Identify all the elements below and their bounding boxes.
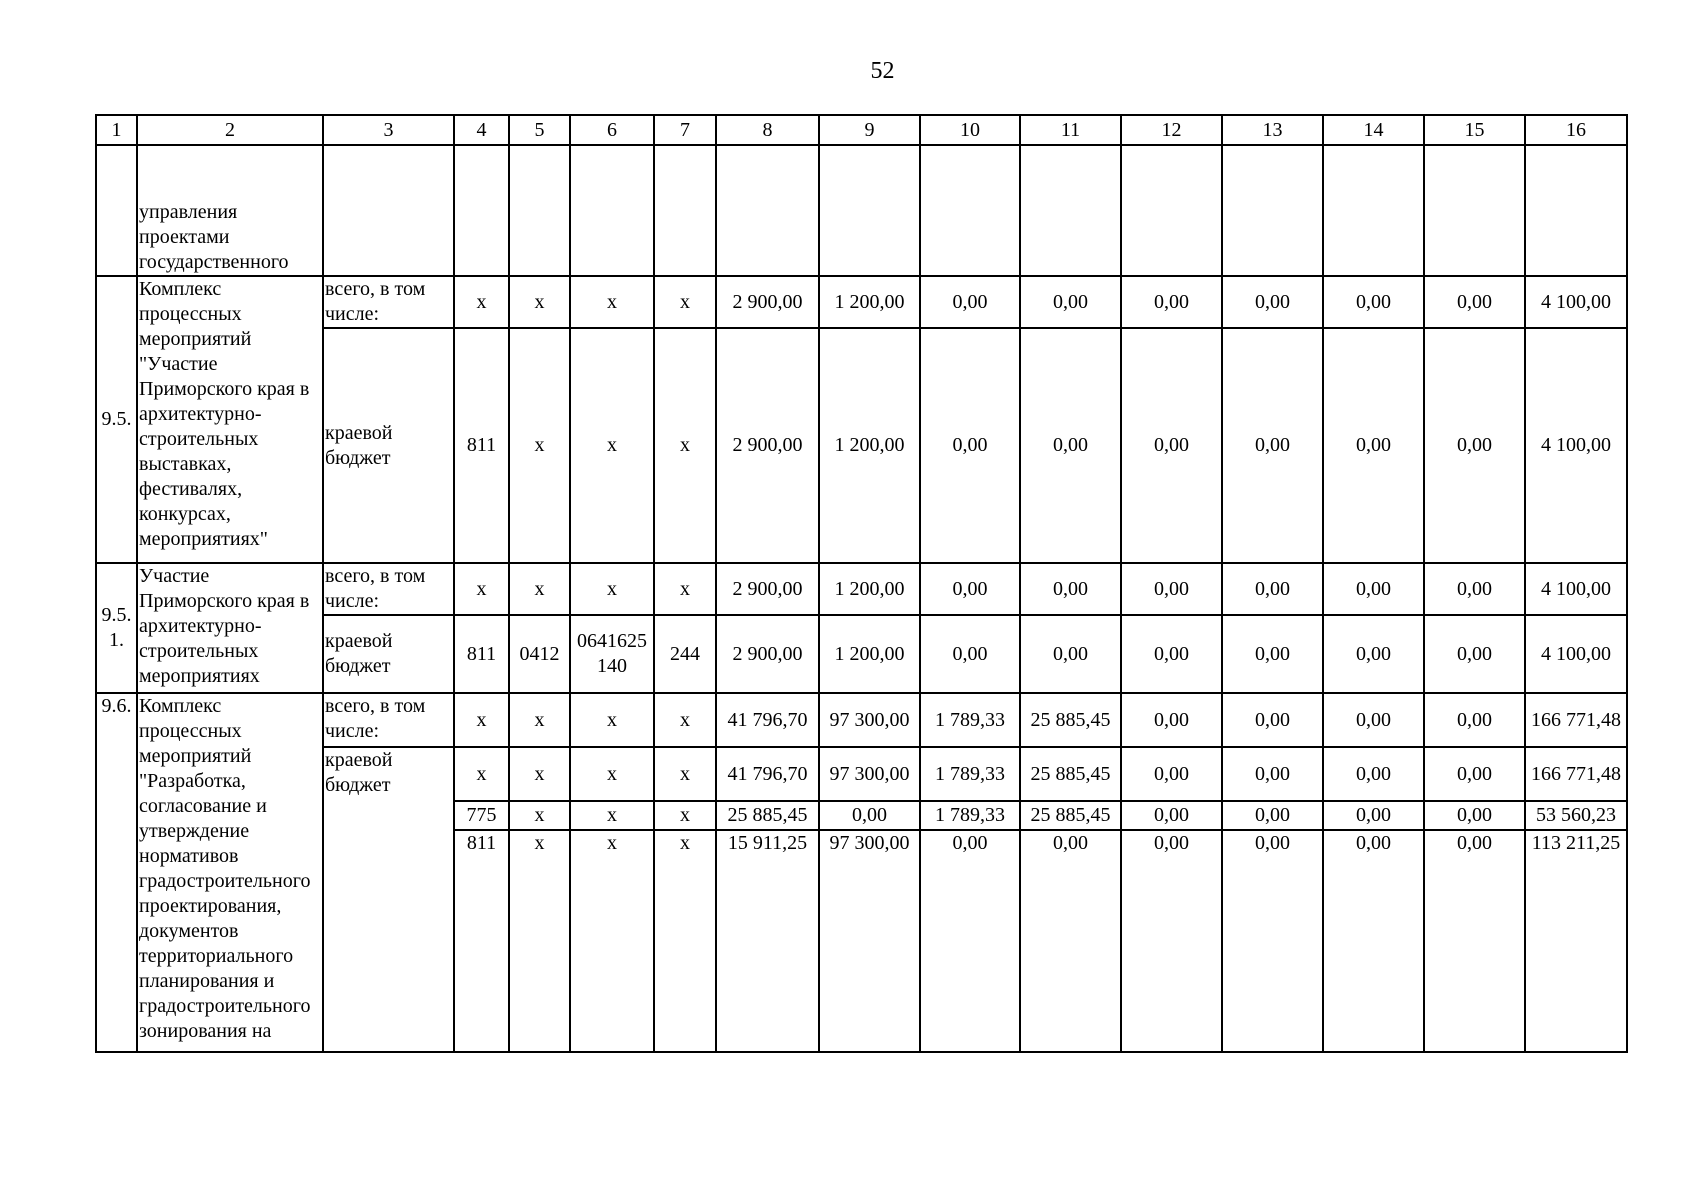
header-cell: 11 bbox=[1020, 115, 1121, 145]
row-9-6-regional bbox=[96, 747, 1627, 801]
row-number: 9.5. bbox=[96, 276, 137, 563]
row-number: 9.5. 1. bbox=[96, 563, 137, 693]
cell-c15: 0,00 bbox=[1424, 747, 1525, 801]
funding-source: краевой бюджет bbox=[323, 615, 454, 693]
cell-c10: 0,00 bbox=[920, 276, 1020, 328]
cell-c6: х bbox=[570, 563, 654, 615]
cell-c10: 0,00 bbox=[920, 830, 1020, 1052]
cell-c13: 0,00 bbox=[1222, 328, 1323, 563]
row-9-5-regional bbox=[96, 328, 1627, 563]
cell-c12: 0,00 bbox=[1121, 563, 1222, 615]
budget-table bbox=[95, 114, 1628, 1053]
cell-c8: 2 900,00 bbox=[716, 276, 819, 328]
cell-c5: 0412 bbox=[509, 615, 570, 693]
continuation-row bbox=[96, 145, 1627, 276]
cell-c10: 0,00 bbox=[920, 615, 1020, 693]
cell-c11: 0,00 bbox=[1020, 615, 1121, 693]
cell-c14: 0,00 bbox=[1323, 801, 1424, 830]
cell-c12: 0,00 bbox=[1121, 276, 1222, 328]
cell-c5: х bbox=[509, 747, 570, 801]
cell-c5: х bbox=[509, 328, 570, 563]
funding-source: всего, в том числе: bbox=[323, 693, 454, 747]
cell-c9: 0,00 bbox=[819, 801, 920, 830]
header-cell: 5 bbox=[509, 115, 570, 145]
cell-c7: х bbox=[654, 801, 716, 830]
cell-c6: х bbox=[570, 747, 654, 801]
cell-c16: 53 560,23 bbox=[1525, 801, 1627, 830]
cell-c11: 0,00 bbox=[1020, 830, 1121, 1052]
cell-c16: 113 211,25 bbox=[1525, 830, 1627, 1052]
row-9-5-1-regional bbox=[96, 615, 1627, 693]
activity-name: Участие Приморского края в архитектурно-строительных мероприятиях bbox=[137, 563, 323, 693]
header-cell: 12 bbox=[1121, 115, 1222, 145]
cell-c14: 0,00 bbox=[1323, 693, 1424, 747]
page-number: 52 bbox=[870, 58, 895, 84]
cell-c9: 97 300,00 bbox=[819, 747, 920, 801]
cell-c6: х bbox=[570, 693, 654, 747]
header-cell: 7 bbox=[654, 115, 716, 145]
activity-name: Комплекс процессных мероприятий "Участие Приморского края в архитектурно-строительных выставках, фестивалях, конкурсах, мероприятиях" bbox=[137, 276, 323, 563]
cell-c16: 166 771,48 bbox=[1525, 747, 1627, 801]
cell-c9: 97 300,00 bbox=[819, 830, 920, 1052]
cell-c4: х bbox=[454, 747, 509, 801]
cell-c5: х bbox=[509, 801, 570, 830]
cell-c4: х bbox=[454, 693, 509, 747]
header-cell: 13 bbox=[1222, 115, 1323, 145]
cell-c11: 0,00 bbox=[1020, 276, 1121, 328]
cell-c5: х bbox=[509, 276, 570, 328]
cell-c7: х bbox=[654, 693, 716, 747]
cell-c9: 97 300,00 bbox=[819, 693, 920, 747]
header-cell: 8 bbox=[716, 115, 819, 145]
row-9-5-1-total bbox=[96, 563, 1627, 615]
cell-c13: 0,00 bbox=[1222, 563, 1323, 615]
header-cell: 6 bbox=[570, 115, 654, 145]
cell-c10: 1 789,33 bbox=[920, 693, 1020, 747]
cell-c14: 0,00 bbox=[1323, 830, 1424, 1052]
funding-source: всего, в том числе: bbox=[323, 563, 454, 615]
cell-c8: 41 796,70 bbox=[716, 693, 819, 747]
cell-c13: 0,00 bbox=[1222, 747, 1323, 801]
header-cell: 1 bbox=[96, 115, 137, 145]
header-cell: 4 bbox=[454, 115, 509, 145]
cell-c15: 0,00 bbox=[1424, 328, 1525, 563]
header-cell: 16 bbox=[1525, 115, 1627, 145]
cell-c12: 0,00 bbox=[1121, 328, 1222, 563]
cell-c9: 1 200,00 bbox=[819, 328, 920, 563]
cell-c8: 2 900,00 bbox=[716, 563, 819, 615]
header-cell: 14 bbox=[1323, 115, 1424, 145]
cell-c5: х bbox=[509, 693, 570, 747]
header-cell: 3 bbox=[323, 115, 454, 145]
cell-c13: 0,00 bbox=[1222, 830, 1323, 1052]
cell-c16: 4 100,00 bbox=[1525, 328, 1627, 563]
cell-c7: х bbox=[654, 563, 716, 615]
row-9-5-total bbox=[96, 276, 1627, 328]
cell-c4: 775 bbox=[454, 801, 509, 830]
cell-c13: 0,00 bbox=[1222, 276, 1323, 328]
cell-c5: х bbox=[509, 563, 570, 615]
cell-c6: х bbox=[570, 276, 654, 328]
funding-source: краевой бюджет bbox=[323, 328, 454, 563]
cell-c12: 0,00 bbox=[1121, 693, 1222, 747]
cell-c12: 0,00 bbox=[1121, 830, 1222, 1052]
cell-c6: х bbox=[570, 830, 654, 1052]
cell-c15: 0,00 bbox=[1424, 615, 1525, 693]
cell-c14: 0,00 bbox=[1323, 276, 1424, 328]
cell-c14: 0,00 bbox=[1323, 747, 1424, 801]
cell-c10: 0,00 bbox=[920, 563, 1020, 615]
cell-c8: 2 900,00 bbox=[716, 615, 819, 693]
cell-c9: 1 200,00 bbox=[819, 563, 920, 615]
row-number: 9.6. bbox=[96, 693, 137, 1052]
cell-c8: 41 796,70 bbox=[716, 747, 819, 801]
cell-c15: 0,00 bbox=[1424, 276, 1525, 328]
activity-name: Комплекс процессных мероприятий "Разработка, согласование и утверждение нормативов градостроительного проектирования, документов территориального планирования и градостроительного зонирования на bbox=[137, 693, 323, 1052]
cell-c12: 0,00 bbox=[1121, 615, 1222, 693]
cell-c6: х bbox=[570, 328, 654, 563]
cell-c4: 811 bbox=[454, 615, 509, 693]
cell-c16: 4 100,00 bbox=[1525, 276, 1627, 328]
cell-c13: 0,00 bbox=[1222, 615, 1323, 693]
cell-c14: 0,00 bbox=[1323, 615, 1424, 693]
cell-c11: 0,00 bbox=[1020, 328, 1121, 563]
cell-c10: 0,00 bbox=[920, 328, 1020, 563]
cell-c15: 0,00 bbox=[1424, 830, 1525, 1052]
cell-c6: х bbox=[570, 801, 654, 830]
header-cell: 15 bbox=[1424, 115, 1525, 145]
cell-c5: х bbox=[509, 830, 570, 1052]
cell-c12: 0,00 bbox=[1121, 801, 1222, 830]
continued-name: управления проектами государственного bbox=[137, 145, 323, 276]
cell-c11: 25 885,45 bbox=[1020, 693, 1121, 747]
cell-c9: 1 200,00 bbox=[819, 276, 920, 328]
cell-c13: 0,00 bbox=[1222, 801, 1323, 830]
cell-c11: 25 885,45 bbox=[1020, 747, 1121, 801]
cell-c12: 0,00 bbox=[1121, 747, 1222, 801]
cell-c7: х bbox=[654, 747, 716, 801]
cell-c7: х bbox=[654, 830, 716, 1052]
cell-c4: х bbox=[454, 276, 509, 328]
cell-c14: 0,00 bbox=[1323, 563, 1424, 615]
cell-c16: 166 771,48 bbox=[1525, 693, 1627, 747]
cell-c15: 0,00 bbox=[1424, 801, 1525, 830]
cell-c11: 0,00 bbox=[1020, 563, 1121, 615]
funding-source: всего, в том числе: bbox=[323, 276, 454, 328]
row-9-6-total bbox=[96, 693, 1627, 747]
header-cell: 10 bbox=[920, 115, 1020, 145]
cell-c10: 1 789,33 bbox=[920, 747, 1020, 801]
cell-c8: 15 911,25 bbox=[716, 830, 819, 1052]
cell-c10: 1 789,33 bbox=[920, 801, 1020, 830]
cell-c7: х bbox=[654, 276, 716, 328]
cell-c4: х bbox=[454, 563, 509, 615]
cell-c14: 0,00 bbox=[1323, 328, 1424, 563]
funding-source: краевой бюджет bbox=[323, 747, 454, 1052]
header-cell: 9 bbox=[819, 115, 920, 145]
cell-c7: 244 bbox=[654, 615, 716, 693]
cell-c13: 0,00 bbox=[1222, 693, 1323, 747]
cell-c7: х bbox=[654, 328, 716, 563]
cell-c15: 0,00 bbox=[1424, 563, 1525, 615]
cell-c9: 1 200,00 bbox=[819, 615, 920, 693]
header-cell: 2 bbox=[137, 115, 323, 145]
cell-c8: 25 885,45 bbox=[716, 801, 819, 830]
cell-c15: 0,00 bbox=[1424, 693, 1525, 747]
cell-c4: 811 bbox=[454, 830, 509, 1052]
cell-c8: 2 900,00 bbox=[716, 328, 819, 563]
header-row bbox=[96, 115, 1627, 145]
cell-c16: 4 100,00 bbox=[1525, 563, 1627, 615]
cell-c6: 0641625140 bbox=[570, 615, 654, 693]
cell-c4: 811 bbox=[454, 328, 509, 563]
cell-c11: 25 885,45 bbox=[1020, 801, 1121, 830]
cell-c16: 4 100,00 bbox=[1525, 615, 1627, 693]
